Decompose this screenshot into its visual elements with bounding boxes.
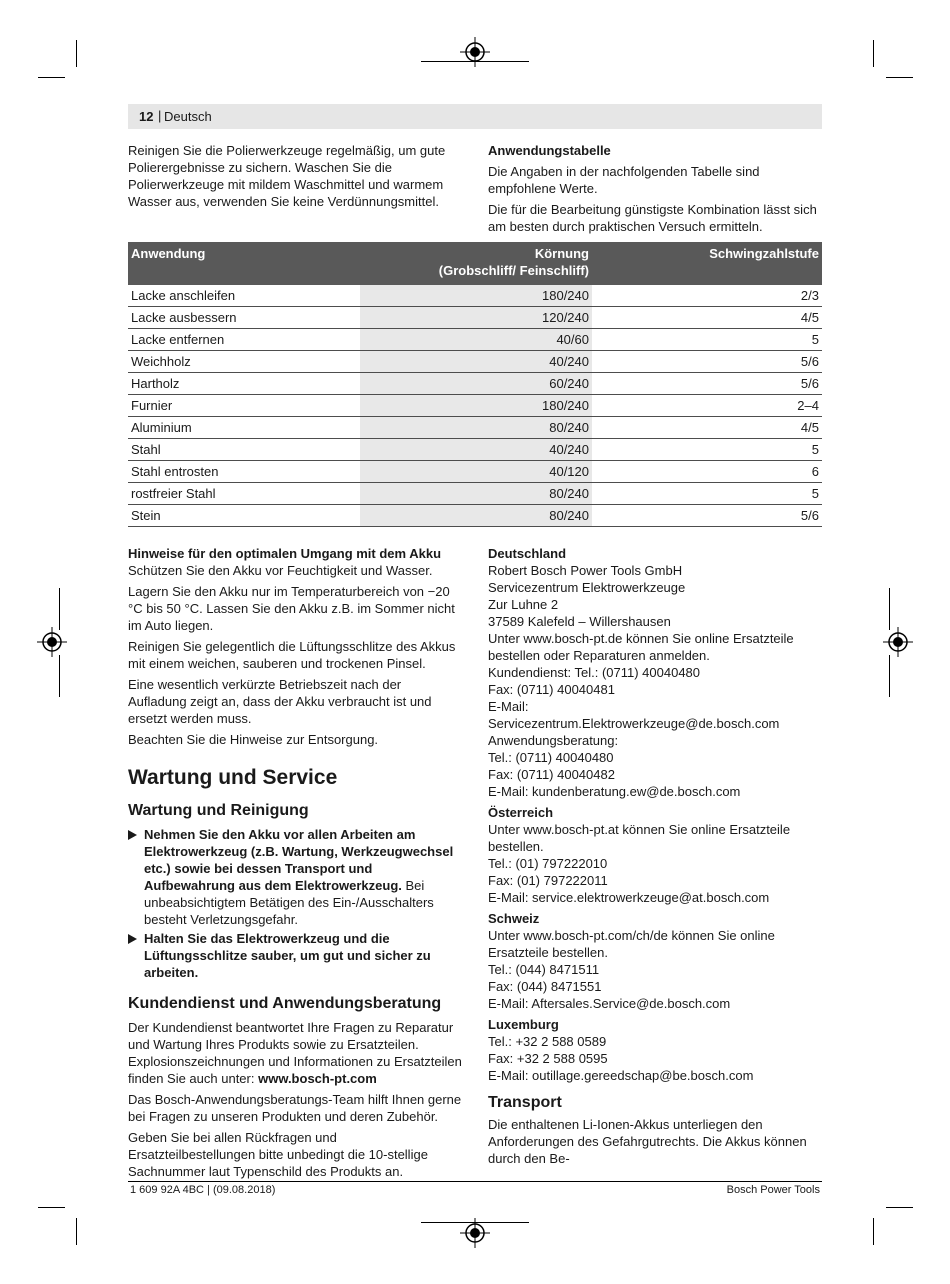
service-paragraph-text: Der Kundendienst beantwortet Ihre Fragen zu Reparatur und Wartung Ihres Produkts sowie zu Ersatzteilen. Explosionszeichnungen und Informationen zu Ersatzteilen finden Sie auch unter:	[128, 1020, 462, 1086]
battery-paragraph: Lagern Sie den Akku nur im Temperaturbereich von −20 °C bis 50 °C. Lassen Sie den Akku z.B. im Sommer nicht im Auto liegen.	[128, 584, 455, 633]
crop-mark	[889, 655, 890, 697]
cell-application: Stahl entrosten	[128, 461, 360, 483]
cell-grit: 60/240	[360, 373, 592, 395]
contact-line: 37589 Kalefeld – Willershausen	[488, 614, 671, 629]
contact-line: E-Mail: outillage.gereedschap@be.bosch.com	[488, 1068, 754, 1083]
cell-speed-level: 4/5	[592, 307, 822, 329]
application-table	[128, 242, 822, 527]
cell-application: rostfreier Stahl	[128, 483, 360, 505]
contact-line: Zur Luhne 2	[488, 597, 559, 612]
cell-grit: 120/240	[360, 307, 592, 329]
battery-paragraph: Beachten Sie die Hinweise zur Entsorgung.	[128, 732, 379, 747]
contact-line: Fax: (0711) 40040482	[488, 767, 615, 782]
contact-line: Tel.: (044) 8471511	[488, 962, 600, 977]
contact-line: Tel.: (01) 797222010	[488, 856, 608, 871]
table-row	[128, 373, 822, 395]
contact-line: Tel.: +32 2 588 0589	[488, 1034, 607, 1049]
page-header	[128, 104, 822, 129]
cell-application: Lacke anschleifen	[128, 285, 360, 307]
cell-application: Stein	[128, 505, 360, 527]
grit-header-line1: Körnung	[534, 246, 589, 261]
table-row	[128, 307, 822, 329]
cell-speed-level: 4/5	[592, 417, 822, 439]
contact-title-germany: Deutschland	[488, 546, 567, 561]
subheading-maintenance-cleaning: Wartung und Reinigung	[128, 802, 309, 819]
service-paragraph: Das Bosch-Anwendungsberatungs-Team hilft Ihnen gerne bei Fragen zu unseren Produkten und deren Zubehör.	[128, 1092, 462, 1124]
table-row	[128, 417, 822, 439]
usage-intro-column	[488, 142, 822, 239]
registration-mark-icon	[883, 627, 913, 657]
contact-line: Fax: (01) 797222011	[488, 873, 608, 888]
right-column-lower	[488, 545, 822, 1167]
contact-line: E-Mail: Servicezentrum.Elektrowerkzeuge@de.bosch.com	[488, 699, 780, 731]
usage-table-p1: Die Angaben in der nachfolgenden Tabelle sind empfohlene Werte.	[488, 164, 760, 196]
cell-grit: 80/240	[360, 483, 592, 505]
cell-speed-level: 2–4	[592, 395, 822, 417]
contact-line: E-Mail: service.elektrowerkzeuge@at.bosch.com	[488, 890, 770, 905]
cell-grit: 40/240	[360, 439, 592, 461]
warning-bullet-bold: Halten Sie das Elektrowerkzeug und die Lüftungsschlitze sauber, um gut und sicher zu arbeiten.	[144, 931, 431, 980]
header-language: Deutsch	[164, 109, 212, 124]
battery-paragraph: Schützen Sie den Akku vor Feuchtigkeit und Wasser.	[128, 563, 433, 578]
cell-grit: 180/240	[360, 395, 592, 417]
cell-grit: 80/240	[360, 505, 592, 527]
table-row	[128, 505, 822, 527]
column-header-speed-level: Schwingzahlstufe	[592, 242, 822, 285]
intro-paragraph: Reinigen Sie die Polierwerkzeuge regelmäßig, um gute Polierergebnisse zu sichern. Waschen Sie die Polierwerkzeuge mit mildem Waschmittel und warmem Wasser aus, verwenden Sie keine Verdünnungsmittel.	[128, 143, 446, 209]
contact-line: Servicezentrum Elektrowerkzeuge	[488, 580, 686, 595]
left-column-lower	[128, 545, 462, 1184]
battery-paragraph: Eine wesentlich verkürzte Betriebszeit nach der Aufladung zeigt an, dass der Akku verbraucht ist und ersetzt werden muss.	[128, 677, 432, 726]
table-header-row	[128, 242, 822, 285]
contact-line: Robert Bosch Power Tools GmbH	[488, 563, 683, 578]
cell-grit: 80/240	[360, 417, 592, 439]
footer-brand: Bosch Power Tools	[726, 1184, 820, 1196]
crop-mark	[873, 40, 874, 67]
contact-line: Unter www.bosch-pt.at können Sie online Ersatzteile bestellen.	[488, 822, 791, 854]
cell-application: Lacke ausbessern	[128, 307, 360, 329]
contact-line: Tel.: (0711) 40040480	[488, 750, 614, 765]
cell-speed-level: 2/3	[592, 285, 822, 307]
bullet-triangle-icon	[128, 934, 137, 944]
contact-title-austria: Österreich	[488, 805, 554, 820]
cell-application: Furnier	[128, 395, 360, 417]
usage-table-title: Anwendungstabelle	[488, 143, 611, 158]
contact-line: E-Mail: kundenberatung.ew@de.bosch.com	[488, 784, 741, 799]
cell-application: Weichholz	[128, 351, 360, 373]
contact-line: Fax: (0711) 40040481	[488, 682, 615, 697]
cell-application: Aluminium	[128, 417, 360, 439]
grit-header-line2: (Grobschliff/ Feinschliff)	[438, 263, 589, 278]
column-header-application: Anwendung	[128, 242, 360, 285]
intro-column	[128, 142, 462, 210]
contact-line: Unter www.bosch-pt.com/ch/de können Sie online Ersatzteile bestellen.	[488, 928, 775, 960]
crop-mark	[59, 588, 60, 630]
cell-speed-level: 5/6	[592, 373, 822, 395]
contact-line: Unter www.bosch-pt.de können Sie online Ersatzteile bestellen oder Reparaturen anmelden.	[488, 631, 794, 663]
table-row	[128, 483, 822, 505]
table-row	[128, 285, 822, 307]
table-row	[128, 461, 822, 483]
page-number: 12	[139, 109, 154, 124]
contact-line: Fax: +32 2 588 0595	[488, 1051, 608, 1066]
contact-line: Anwendungsberatung:	[488, 733, 619, 748]
registration-mark-icon	[460, 37, 490, 67]
crop-mark	[38, 77, 65, 78]
crop-mark	[76, 1218, 77, 1245]
crop-mark	[889, 588, 890, 630]
cell-speed-level: 5	[592, 329, 822, 351]
contact-line: Kundendienst: Tel.: (0711) 40040480	[488, 665, 701, 680]
cell-application: Lacke entfernen	[128, 329, 360, 351]
section-heading-maintenance: Wartung und Service	[128, 766, 338, 789]
crop-mark	[76, 40, 77, 67]
registration-mark-icon	[460, 1218, 490, 1248]
service-paragraph: Geben Sie bei allen Rückfragen und Ersatzteilbestellungen bitte unbedingt die 10-stellige Sachnummer laut Typenschild des Produkts an.	[128, 1130, 428, 1179]
contact-title-switzerland: Schweiz	[488, 911, 540, 926]
cell-speed-level: 5/6	[592, 351, 822, 373]
registration-mark-icon	[37, 627, 67, 657]
crop-mark	[38, 1207, 65, 1208]
cell-grit: 40/60	[360, 329, 592, 351]
crop-mark	[886, 77, 913, 78]
header-separator: |	[158, 108, 162, 123]
table-row	[128, 329, 822, 351]
column-header-grit	[360, 242, 592, 285]
battery-paragraph: Reinigen Sie gelegentlich die Lüftungsschlitze des Akkus mit einem weichen, sauberen und trockenen Pinsel.	[128, 639, 456, 671]
cell-speed-level: 5	[592, 483, 822, 505]
battery-title: Hinweise für den optimalen Umgang mit dem Akku	[128, 546, 442, 561]
bullet-triangle-icon	[128, 830, 137, 840]
cell-application: Stahl	[128, 439, 360, 461]
cell-speed-level: 5/6	[592, 505, 822, 527]
transport-paragraph: Die enthaltenen Li-Ionen-Akkus unterliegen den Anforderungen des Gefahrgutrechts. Die Akkus können durch den Be-	[488, 1117, 807, 1166]
cell-speed-level: 6	[592, 461, 822, 483]
contact-line: Fax: (044) 8471551	[488, 979, 602, 994]
crop-mark	[873, 1218, 874, 1245]
service-paragraph	[128, 1019, 462, 1087]
cell-speed-level: 5	[592, 439, 822, 461]
usage-table-p2: Die für die Bearbeitung günstigste Kombination lässt sich am besten durch praktischen Versuch ermitteln.	[488, 202, 817, 234]
warning-bullet-text: Bei unbeabsichtigtem Betätigen des Ein-/Ausschalters besteht Verletzungsgefahr.	[144, 878, 434, 927]
footer-rule	[128, 1181, 822, 1182]
warning-bullet	[128, 826, 462, 928]
crop-mark	[59, 655, 60, 697]
cell-grit: 180/240	[360, 285, 592, 307]
subheading-customer-service: Kundendienst und Anwendungsberatung	[128, 995, 442, 1012]
table-row	[128, 351, 822, 373]
footer-doc-id: 1 609 92A 4BC | (09.08.2018)	[130, 1184, 276, 1196]
bosch-pt-link[interactable]: www.bosch-pt.com	[258, 1071, 377, 1086]
warning-bullet	[128, 930, 462, 981]
subheading-transport: Transport	[488, 1094, 562, 1111]
warning-bullet-bold: Nehmen Sie den Akku vor allen Arbeiten am Elektrowerkzeug (z.B. Wartung, Werkzeugwechsel etc.) sowie bei dessen Transport und Aufbewahrung aus dem Elektrowerkzeug.	[144, 827, 454, 893]
table-row	[128, 395, 822, 417]
cell-application: Hartholz	[128, 373, 360, 395]
cell-grit: 40/120	[360, 461, 592, 483]
contact-line: E-Mail: Aftersales.Service@de.bosch.com	[488, 996, 731, 1011]
cell-grit: 40/240	[360, 351, 592, 373]
crop-mark	[886, 1207, 913, 1208]
table-row	[128, 439, 822, 461]
contact-title-luxembourg: Luxemburg	[488, 1017, 559, 1032]
